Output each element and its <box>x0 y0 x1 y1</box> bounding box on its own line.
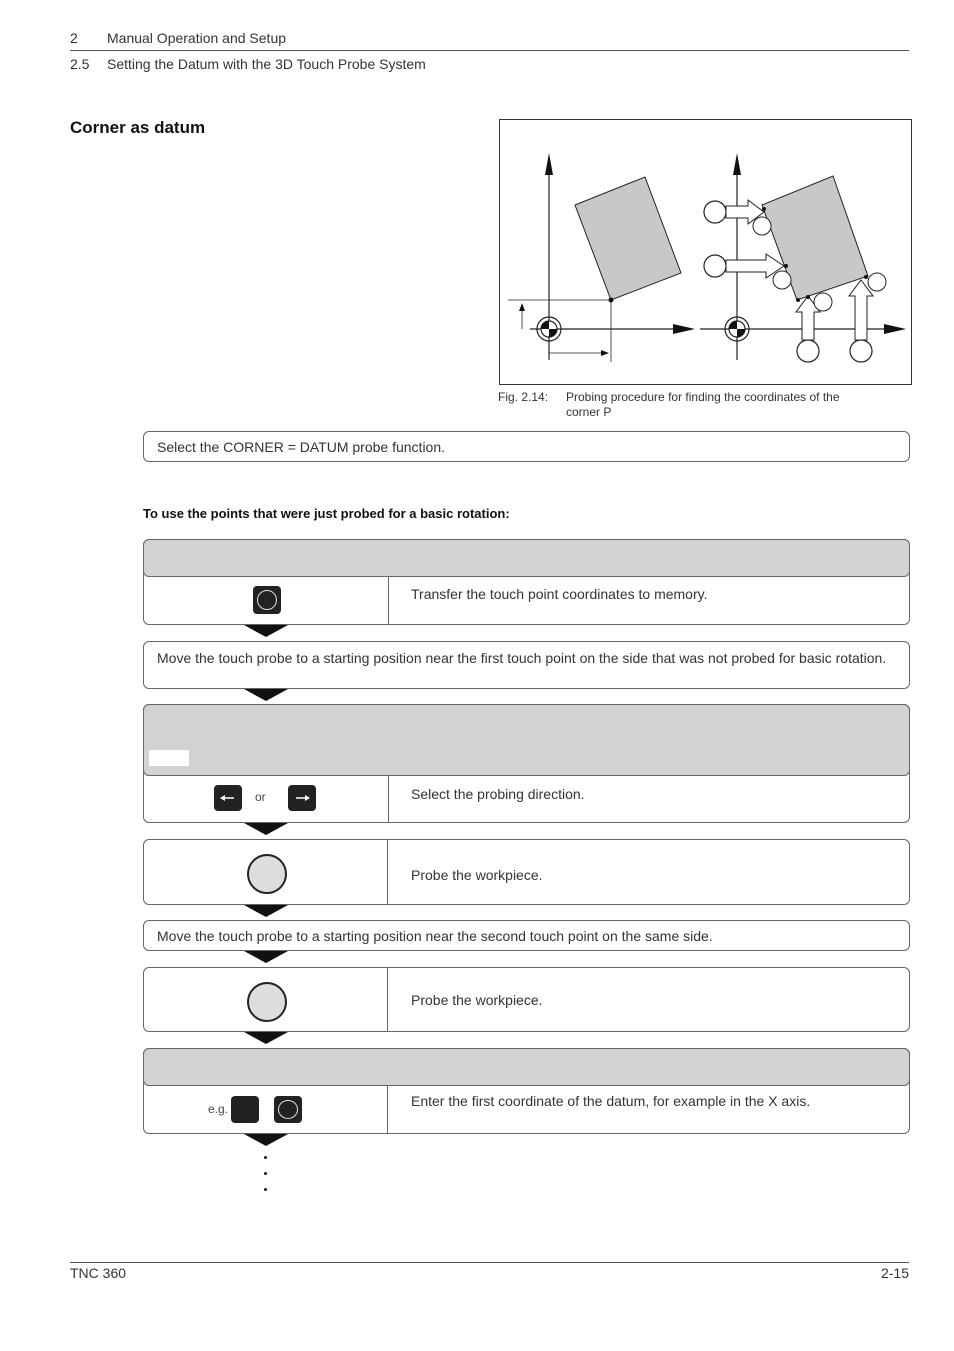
y-arrow-right <box>733 153 741 175</box>
flow-arrow-5 <box>244 951 288 963</box>
continuation-dot <box>264 1188 267 1191</box>
probing-figure <box>499 119 912 385</box>
y-arrow-left <box>545 153 553 175</box>
step-select-text: Select the CORNER = DATUM probe function. <box>157 439 446 455</box>
probe-start-4 <box>850 340 872 362</box>
probe-touch-2 <box>773 271 791 289</box>
x-arrow-right <box>884 324 906 334</box>
step-move-first <box>143 641 910 689</box>
screen-display-area <box>143 1048 910 1086</box>
step-move-second-text: Move the touch probe to a starting position near the second touch point on the same side. <box>157 928 713 944</box>
circle-icon <box>257 590 277 610</box>
flow-arrow-4 <box>244 905 288 917</box>
step-probe-2 <box>143 967 910 1032</box>
step-enter-text: Enter the first coordinate of the datum, for example in the X axis. <box>411 1093 811 1109</box>
step-enter-coordinate <box>143 1048 910 1134</box>
step-probe-2-text: Probe the workpiece. <box>411 992 543 1008</box>
enter-key[interactable] <box>253 586 281 614</box>
page-number: 2-15 <box>880 1265 909 1281</box>
probe-start-3 <box>797 340 819 362</box>
figure-label: Fig. 2.14: <box>498 390 549 404</box>
probe-arrow-4 <box>849 280 873 340</box>
figure-caption: Probing procedure for finding the coordinates of the corner P <box>566 390 840 419</box>
step-transfer <box>143 539 910 625</box>
continuation-dot <box>264 1172 267 1175</box>
arrow-left-icon <box>214 785 242 811</box>
footer-rule <box>70 1262 909 1263</box>
probe-touch-3 <box>814 293 832 311</box>
probe-touch-4 <box>868 273 886 291</box>
flow-arrow-2 <box>244 689 288 701</box>
probe-start-2 <box>704 255 726 277</box>
continuation-dot <box>264 1156 267 1159</box>
workpiece-left <box>575 177 681 300</box>
chapter-number: 2 <box>70 30 78 46</box>
number-key[interactable] <box>231 1096 259 1123</box>
step-probe-1-text: Probe the workpiece. <box>411 867 543 883</box>
softkey-highlight <box>149 750 189 766</box>
screen-display-area <box>143 704 910 776</box>
header-rule <box>70 50 909 51</box>
probe-touch-1 <box>753 217 771 235</box>
enter-key[interactable] <box>274 1096 302 1123</box>
step-select-function <box>143 431 910 462</box>
step-move-second <box>143 920 910 951</box>
section-heading: Corner as datum <box>70 118 206 137</box>
corner-point-p <box>609 298 614 303</box>
step-direction <box>143 704 910 823</box>
flow-arrow-6 <box>244 1032 288 1044</box>
screen-display-area <box>143 539 910 577</box>
flow-arrow-3 <box>244 823 288 835</box>
nc-start-key[interactable] <box>247 982 287 1022</box>
section-number: 2.5 <box>70 56 90 72</box>
chapter-title: Manual Operation and Setup <box>107 30 287 46</box>
flow-arrow-7 <box>244 1134 288 1146</box>
arrow-right-icon <box>288 785 316 811</box>
arrow-left-key[interactable] <box>214 785 242 811</box>
footer-left: TNC 360 <box>70 1265 127 1281</box>
subheading: To use the points that were just probed for a basic rotation: <box>143 506 510 521</box>
step-probe-1 <box>143 839 910 905</box>
step-move-first-text: Move the touch probe to a starting position near the first touch point on the side that was not probed for basic rotation. <box>157 650 887 666</box>
section-title: Setting the Datum with the 3D Touch Probe System <box>107 56 426 72</box>
x-arrow-left <box>673 324 695 334</box>
step-transfer-text: Transfer the touch point coordinates to memory. <box>411 586 708 602</box>
arrow-right-key[interactable] <box>288 785 316 811</box>
circle-icon <box>278 1100 298 1119</box>
step-direction-text: Select the probing direction. <box>411 786 585 802</box>
flow-arrow-1 <box>244 625 288 637</box>
probing-diagram <box>500 120 911 384</box>
nc-start-key[interactable] <box>247 854 287 894</box>
eg-label: e.g. <box>208 1102 229 1116</box>
or-label: or <box>255 790 266 804</box>
probe-start-1 <box>704 201 726 223</box>
